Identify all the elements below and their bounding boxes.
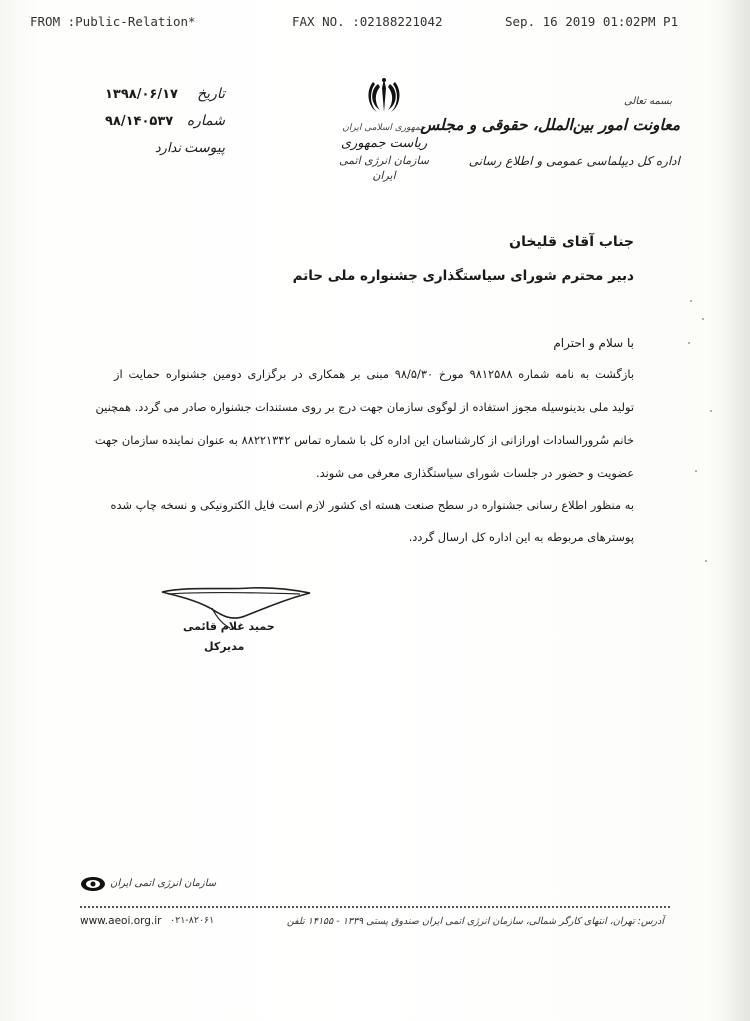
meta-number-row <box>105 113 225 140</box>
iran-emblem-icon <box>364 76 404 116</box>
letter-meta <box>105 86 225 167</box>
presidency-title: ریاست جمهوری <box>340 136 428 151</box>
page-edge-shadow <box>722 0 750 1021</box>
scan-speckle <box>710 410 712 412</box>
footer-phone: ۰۲۱-۸۲۰۶۱ <box>170 915 215 926</box>
scan-speckle <box>702 318 704 320</box>
basmala: بسمه تعالی <box>623 96 672 107</box>
footer-address: آدرس: تهران، انتهای کارگر شمالی، سازمان انرژی اتمی ایران صندوق پستی ۱۳۳۹ - ۱۴۱۵۵ تلفن <box>286 916 664 927</box>
fax-header <box>0 14 750 34</box>
signatory-name: حمید غلام قائمی <box>183 620 275 633</box>
date-label: تاریخ <box>197 86 225 102</box>
body-line-6: پوسترهای مربوطه به این اداره کل ارسال گردد. <box>408 530 634 544</box>
date-value: ۱۳۹۸/۰۶/۱۷ <box>105 87 178 102</box>
department-subtitle: اداره کل دیپلماسی عمومی و اطلاع رسانی <box>468 154 680 168</box>
scan-speckle <box>690 300 692 302</box>
fax-datetime: Sep. 16 2019 01:02PM P1 <box>505 14 679 29</box>
attachment-value: ندارد <box>154 141 181 156</box>
body-line-3: خانم سُرورالسادات اورازانی از کارشناسان این اداره کل با شماره تماس ۸۸۲۲۱۳۴۲ به عنوان نماینده سازمان جهت <box>94 433 634 447</box>
attachment-label: پیوست <box>184 140 225 156</box>
footer-organization: سازمان انرژی اتمی ایران <box>110 878 217 889</box>
body-line-5: به منظور اطلاع رسانی جشنواره در سطح صنعت هسته ای کشور لازم است فایل الکترونیکی و نسخه چاپ شده <box>110 498 634 512</box>
fax-number: FAX NO. :02188221042 <box>292 14 443 29</box>
department-block <box>420 96 680 168</box>
salutation: با سلام و احترام <box>553 336 634 350</box>
footer-divider <box>80 906 670 908</box>
addressee-name: جناب آقای قلیخان <box>509 234 634 250</box>
scan-speckle <box>688 342 690 344</box>
emblem-caption: جمهوری اسلامی ایران <box>342 123 426 133</box>
body-line-4: عضویت و حضور در جلسات شورای سیاستگذاری معرفی می شوند. <box>316 466 634 480</box>
scan-speckle <box>705 560 707 562</box>
meta-attachment-row <box>105 140 225 167</box>
fax-from: FROM :Public-Relation* <box>30 14 196 29</box>
addressee-position: دبیر محترم شورای سیاستگذاری جشنواره ملی حاتم <box>292 268 634 284</box>
scan-speckle <box>695 470 697 472</box>
organization-name: سازمان انرژی اتمی ایران <box>339 154 429 182</box>
number-value: ۹۸/۱۴۰۵۳۷ <box>105 114 174 129</box>
number-label: شماره <box>186 113 225 129</box>
aeoi-logo-icon <box>80 876 106 892</box>
meta-date-row <box>105 86 225 113</box>
signatory-title: مدیرکل <box>204 640 245 653</box>
body-line-2: تولید ملی بدینوسیله مجوز استفاده از لوگوی سازمان جهت درج بر روی مستندات جشنواره صادر می گردد. همچنین <box>95 400 634 414</box>
body-line-1: بازگشت به نامه شماره ۹۸۱۲۵۸۸ مورخ ۹۸/۵/۳۰ مبنی بر همکاری در برگزاری دومین جشنواره حمایت از <box>114 367 634 381</box>
footer-website: www.aeoi.org.ir <box>80 915 162 927</box>
department-title: معاونت امور بین‌الملل، حقوقی و مجلس <box>420 115 680 134</box>
